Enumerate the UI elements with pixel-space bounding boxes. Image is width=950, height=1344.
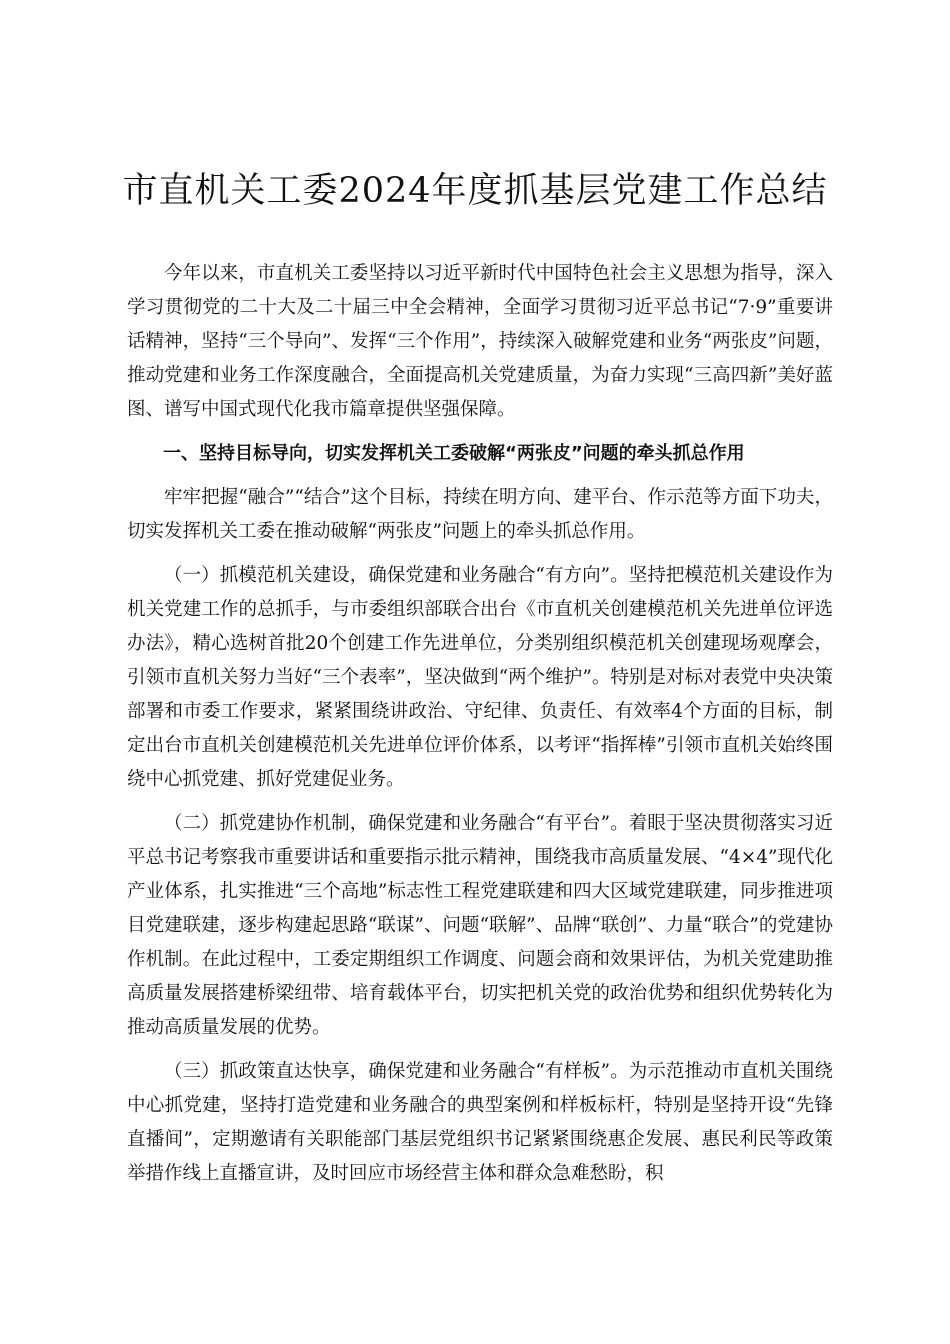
section-intro-paragraph: 牢牢把握“融合”“结合”这个目标，持续在明方向、建平台、作示范等方面下功夫，切实发挥机关工委在推动破解“两张皮”问题上的牵头抓总作用。 — [127, 487, 833, 542]
document-body — [127, 257, 833, 1201]
item-paragraph-3: （三）抓政策直达快享，确保党建和业务融合“有样板”。为示范推动市直机关围绕中心抓党建，坚持打造党建和业务融合的典型案例和样板标杆，特别是坚持开设“先锋直播间”，定期邀请有关职能部门基层党组织书记紧紧围绕惠企发展、惠民利民等政策举措作线上直播宣讲，及时回应市场经营主体和群众急难愁盼，积 — [127, 1061, 833, 1184]
item-paragraph-2: （二）抓党建协作机制，确保党建和业务融合“有平台”。着眼于坚决贯彻落实习近平总书记考察我市重要讲话和重要指示批示精神，围绕我市高质量发展、“4×4”现代化产业体系，扎实推进“三个高地”标志性工程党建联建和四大区域党建联建，同步推进项目党建联建，逐步构建起思路“联谋”、问题“联解”、品牌“联创”、力量“联合”的党建协作机制。在此过程中，工委定期组织工作调度、问题会商和效果评估，为机关党建助推高质量发展搭建桥梁纽带、培育载体平台，切实把机关党的政治优势和组织优势转化为推动高质量发展的优势。 — [127, 813, 833, 1038]
item-paragraph-1: （一）抓模范机关建设，确保党建和业务融合“有方向”。坚持把模范机关建设作为机关党建工作的总抓手，与市委组织部联合出台《市直机关创建模范机关先进单位评选办法》，精心选树首批20个创建工作先进单位，分类别组织模范机关创建现场观摩会，引领市直机关努力当好“三个表率”，坚决做到“两个维护”。特别是对标对表党中央决策部署和市委工作要求，紧紧围绕讲政治、守纪律、负责任、有效率4个方面的目标，制定出台市直机关创建模范机关先进单位评价体系，以考评“指挥棒”引领市直机关始终围绕中心抓党建、抓好党建促业务。 — [127, 565, 833, 790]
document-title: 市直机关工委2024年度抓基层党建工作总结 — [122, 171, 828, 211]
section-heading: 一、坚持目标导向，切实发挥机关工委破解“两张皮”问题的牵头抓总作用 — [163, 443, 745, 464]
intro-paragraph: 今年以来，市直机关工委坚持以习近平新时代中国特色社会主义思想为指导，深入学习贯彻党的二十大及二十届三中全会精神，全面学习贯彻习近平总书记“7·9”重要讲话精神，坚持“三个导向”、发挥“三个作用”，持续深入破解党建和业务“两张皮”问题，推动党建和业务工作深度融合，全面提高机关党建质量，为奋力实现“三高四新”美好蓝图、谱写中国式现代化我市篇章提供坚强保障。 — [127, 263, 833, 420]
